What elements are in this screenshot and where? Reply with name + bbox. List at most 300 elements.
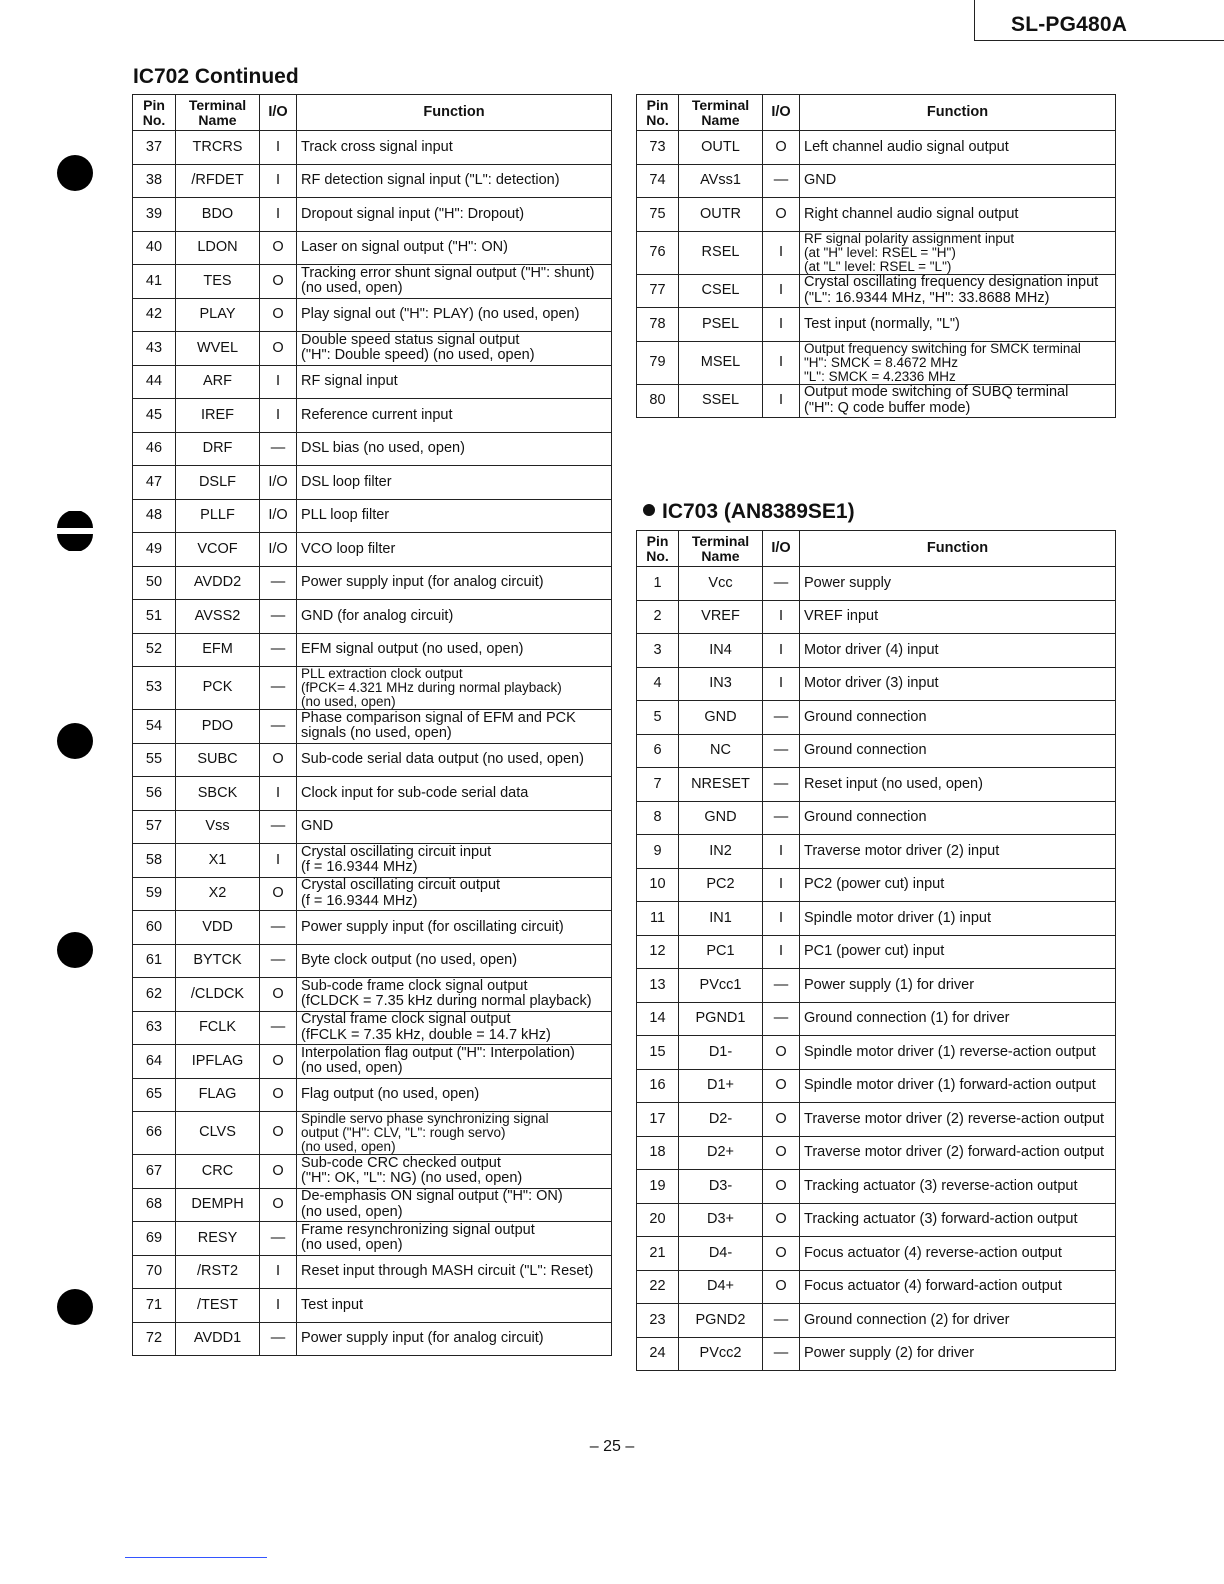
pin-cell: 12	[637, 935, 679, 969]
pin-cell: 2	[637, 600, 679, 634]
function-cell: RF signal input	[297, 365, 612, 399]
io-cell: I	[260, 1289, 297, 1323]
terminal-cell: D3+	[679, 1203, 763, 1237]
pin-cell: 39	[133, 198, 176, 232]
ic702-pin-table	[132, 94, 612, 1356]
pin-cell: 80	[637, 384, 679, 418]
io-cell: I	[763, 384, 800, 418]
model-number: SL-PG480A	[1011, 13, 1128, 36]
function-cell: Dropout signal input ("H": Dropout)	[297, 198, 612, 232]
pin-cell: 50	[133, 566, 176, 600]
pin-cell: 16	[637, 1069, 679, 1103]
function-cell: DSL loop filter	[297, 466, 612, 500]
io-cell: I	[260, 844, 297, 878]
io-cell: I	[260, 198, 297, 232]
table-row	[637, 131, 1116, 165]
pin-cell: 76	[637, 231, 679, 274]
pin-cell: 14	[637, 1002, 679, 1036]
function-cell: Laser on signal output ("H": ON)	[297, 231, 612, 265]
io-cell: O	[260, 1112, 297, 1155]
terminal-cell: TRCRS	[176, 131, 260, 165]
pin-cell: 8	[637, 801, 679, 835]
terminal-cell: TES	[176, 265, 260, 299]
io-cell: —	[260, 810, 297, 844]
io-cell: —	[763, 734, 800, 768]
io-cell: I/O	[260, 466, 297, 500]
pin-cell: 42	[133, 298, 176, 332]
table-row	[637, 274, 1116, 308]
pin-cell: 13	[637, 969, 679, 1003]
function-cell: PC1 (power cut) input	[800, 935, 1116, 969]
io-cell: O	[260, 877, 297, 911]
terminal-cell: OUTR	[679, 198, 763, 232]
pin-cell: 67	[133, 1155, 176, 1189]
table-row	[637, 701, 1116, 735]
punch-hole-icon	[57, 932, 93, 968]
terminal-cell: /CLDCK	[176, 978, 260, 1012]
function-cell: Tracking actuator (3) forward-action output	[800, 1203, 1116, 1237]
terminal-cell: X1	[176, 844, 260, 878]
table-row	[637, 1237, 1116, 1271]
terminal-cell: IREF	[176, 399, 260, 433]
io-cell: —	[763, 801, 800, 835]
pin-cell: 62	[133, 978, 176, 1012]
terminal-cell: PLLF	[176, 499, 260, 533]
terminal-cell: CRC	[176, 1155, 260, 1189]
col-header-function: Function	[800, 95, 1116, 131]
function-cell: Reset input (no used, open)	[800, 768, 1116, 802]
io-cell: O	[763, 1103, 800, 1137]
table-row	[133, 1155, 612, 1189]
pin-cell: 52	[133, 633, 176, 667]
pin-cell: 22	[637, 1270, 679, 1304]
col-header-io: I/O	[260, 95, 297, 131]
function-cell: Ground connection (1) for driver	[800, 1002, 1116, 1036]
function-cell: Test input	[297, 1289, 612, 1323]
table-row	[133, 743, 612, 777]
terminal-cell: BYTCK	[176, 944, 260, 978]
pin-cell: 11	[637, 902, 679, 936]
pin-cell: 53	[133, 667, 176, 710]
footer-rule	[125, 1557, 267, 1558]
function-cell: Spindle motor driver (1) input	[800, 902, 1116, 936]
terminal-cell: IN2	[679, 835, 763, 869]
table-row	[637, 1337, 1116, 1371]
terminal-cell: IN4	[679, 634, 763, 668]
pin-cell: 44	[133, 365, 176, 399]
terminal-cell: PCK	[176, 667, 260, 710]
terminal-cell: AVDD1	[176, 1322, 260, 1356]
pin-cell: 23	[637, 1304, 679, 1338]
table-row	[133, 1222, 612, 1256]
function-cell: GND	[297, 810, 612, 844]
pin-cell: 71	[133, 1289, 176, 1323]
io-cell: —	[763, 701, 800, 735]
table-row	[133, 944, 612, 978]
io-cell: I	[763, 341, 800, 384]
io-cell: I	[763, 231, 800, 274]
function-cell: Traverse motor driver (2) forward-action output	[800, 1136, 1116, 1170]
terminal-cell: DEMPH	[176, 1188, 260, 1222]
function-cell: Output frequency switching for SMCK terminal "H": SMCK = 8.4672 MHz "L": SMCK = 4.2336 MHz	[800, 341, 1116, 384]
terminal-cell: SUBC	[176, 743, 260, 777]
io-cell: O	[763, 1170, 800, 1204]
function-cell: Double speed status signal output ("H": Double speed) (no used, open)	[297, 332, 612, 366]
section-title-ic702: IC702 Continued	[133, 65, 299, 88]
function-cell: PC2 (power cut) input	[800, 868, 1116, 902]
pin-cell: 38	[133, 164, 176, 198]
terminal-cell: LDON	[176, 231, 260, 265]
pin-cell: 55	[133, 743, 176, 777]
pin-cell: 41	[133, 265, 176, 299]
io-cell: —	[260, 911, 297, 945]
table-header-row	[637, 95, 1116, 131]
terminal-cell: NC	[679, 734, 763, 768]
function-cell: Output mode switching of SUBQ terminal ("H": Q code buffer mode)	[800, 384, 1116, 418]
io-cell: —	[260, 432, 297, 466]
ic703-pin-table	[636, 530, 1116, 1371]
pin-cell: 4	[637, 667, 679, 701]
ic702-pin-table-continued	[636, 94, 1116, 418]
io-cell: I/O	[260, 533, 297, 567]
function-cell: Clock input for sub-code serial data	[297, 777, 612, 811]
io-cell: O	[763, 1136, 800, 1170]
pin-cell: 61	[133, 944, 176, 978]
table-row	[133, 432, 612, 466]
pin-cell: 48	[133, 499, 176, 533]
terminal-cell: AVSS2	[176, 600, 260, 634]
pin-cell: 79	[637, 341, 679, 384]
io-cell: —	[763, 1002, 800, 1036]
terminal-cell: BDO	[176, 198, 260, 232]
terminal-cell: PSEL	[679, 308, 763, 342]
table-row	[133, 877, 612, 911]
function-cell: Focus actuator (4) reverse-action output	[800, 1237, 1116, 1271]
terminal-cell: X2	[176, 877, 260, 911]
function-cell: Track cross signal input	[297, 131, 612, 165]
io-cell: I	[260, 365, 297, 399]
table-row	[133, 810, 612, 844]
function-cell: Power supply	[800, 567, 1116, 601]
table-row	[133, 198, 612, 232]
function-cell: Crystal frame clock signal output (fFCLK = 7.35 kHz, double = 14.7 kHz)	[297, 1011, 612, 1045]
table-row	[637, 902, 1116, 936]
page-number: – 25 –	[589, 1438, 635, 1455]
pin-cell: 7	[637, 768, 679, 802]
terminal-cell: IPFLAG	[176, 1045, 260, 1079]
pin-cell: 19	[637, 1170, 679, 1204]
pin-cell: 77	[637, 274, 679, 308]
io-cell: O	[260, 298, 297, 332]
io-cell: O	[260, 978, 297, 1012]
function-cell: PLL loop filter	[297, 499, 612, 533]
terminal-cell: NRESET	[679, 768, 763, 802]
io-cell: I	[763, 274, 800, 308]
pin-cell: 54	[133, 710, 176, 744]
punch-hole-icon	[57, 1289, 93, 1325]
table-row	[637, 801, 1116, 835]
io-cell: I	[763, 868, 800, 902]
terminal-cell: WVEL	[176, 332, 260, 366]
terminal-cell: ARF	[176, 365, 260, 399]
function-cell: Spindle servo phase synchronizing signal output ("H": CLV, "L": rough servo) (no used, open)	[297, 1112, 612, 1155]
pin-cell: 40	[133, 231, 176, 265]
terminal-cell: RESY	[176, 1222, 260, 1256]
terminal-cell: D1-	[679, 1036, 763, 1070]
io-cell: —	[763, 969, 800, 1003]
terminal-cell: GND	[679, 801, 763, 835]
pin-cell: 18	[637, 1136, 679, 1170]
function-cell: Sub-code CRC checked output ("H": OK, "L": NG) (no used, open)	[297, 1155, 612, 1189]
pin-cell: 57	[133, 810, 176, 844]
terminal-cell: AVss1	[679, 164, 763, 198]
function-cell: Interpolation flag output ("H": Interpolation) (no used, open)	[297, 1045, 612, 1079]
section-title-text: IC703 (AN8389SE1)	[662, 500, 855, 523]
pin-cell: 15	[637, 1036, 679, 1070]
table-row	[637, 969, 1116, 1003]
function-cell: Tracking actuator (3) reverse-action output	[800, 1170, 1116, 1204]
function-cell: Byte clock output (no used, open)	[297, 944, 612, 978]
terminal-cell: PLAY	[176, 298, 260, 332]
terminal-cell: D3-	[679, 1170, 763, 1204]
terminal-cell: D2-	[679, 1103, 763, 1137]
punch-hole-icon	[57, 723, 93, 759]
io-cell: O	[260, 265, 297, 299]
function-cell: Traverse motor driver (2) reverse-action output	[800, 1103, 1116, 1137]
terminal-cell: DRF	[176, 432, 260, 466]
pin-cell: 21	[637, 1237, 679, 1271]
function-cell: Left channel audio signal output	[800, 131, 1116, 165]
function-cell: Crystal oscillating circuit output (f = 16.9344 MHz)	[297, 877, 612, 911]
table-row	[133, 231, 612, 265]
io-cell: O	[763, 131, 800, 165]
function-cell: Reference current input	[297, 399, 612, 433]
pin-cell: 3	[637, 634, 679, 668]
pin-cell: 49	[133, 533, 176, 567]
function-cell: Motor driver (4) input	[800, 634, 1116, 668]
terminal-cell: D4-	[679, 1237, 763, 1271]
terminal-cell: DSLF	[176, 466, 260, 500]
terminal-cell: CLVS	[176, 1112, 260, 1155]
table-row	[133, 978, 612, 1012]
pin-cell: 75	[637, 198, 679, 232]
terminal-cell: SSEL	[679, 384, 763, 418]
function-cell: Power supply input (for analog circuit)	[297, 566, 612, 600]
io-cell: —	[763, 768, 800, 802]
table-row	[133, 1322, 612, 1356]
pin-cell: 46	[133, 432, 176, 466]
pin-cell: 60	[133, 911, 176, 945]
function-cell: Test input (normally, "L")	[800, 308, 1116, 342]
terminal-cell: Vss	[176, 810, 260, 844]
table-row	[637, 384, 1116, 418]
function-cell: EFM signal output (no used, open)	[297, 633, 612, 667]
io-cell: I	[763, 935, 800, 969]
io-cell: O	[260, 1045, 297, 1079]
terminal-cell: D2+	[679, 1136, 763, 1170]
table-row	[133, 332, 612, 366]
io-cell: O	[260, 1078, 297, 1112]
table-row	[637, 308, 1116, 342]
pin-cell: 37	[133, 131, 176, 165]
io-cell: O	[763, 198, 800, 232]
function-cell: Power supply (1) for driver	[800, 969, 1116, 1003]
table-row	[637, 198, 1116, 232]
pin-cell: 73	[637, 131, 679, 165]
io-cell: O	[260, 1188, 297, 1222]
col-header-pin: Pin No.	[133, 95, 176, 131]
io-cell: I	[763, 634, 800, 668]
col-header-io: I/O	[763, 95, 800, 131]
col-header-io: I/O	[763, 531, 800, 567]
io-cell: —	[260, 944, 297, 978]
io-cell: I	[763, 600, 800, 634]
io-cell: —	[260, 633, 297, 667]
io-cell: —	[260, 1322, 297, 1356]
table-row	[133, 911, 612, 945]
pin-cell: 69	[133, 1222, 176, 1256]
io-cell: —	[260, 566, 297, 600]
io-cell: I	[763, 308, 800, 342]
table-row	[637, 567, 1116, 601]
table-row	[133, 298, 612, 332]
function-cell: Power supply input (for oscillating circuit)	[297, 911, 612, 945]
function-cell: Ground connection	[800, 701, 1116, 735]
table-row	[133, 600, 612, 634]
terminal-cell: D1+	[679, 1069, 763, 1103]
table-row	[133, 1112, 612, 1155]
function-cell: Power supply (2) for driver	[800, 1337, 1116, 1371]
pin-cell: 17	[637, 1103, 679, 1137]
bullet-icon	[643, 504, 655, 516]
col-header-terminal: Terminal Name	[176, 95, 260, 131]
table-row	[637, 634, 1116, 668]
io-cell: I	[763, 902, 800, 936]
terminal-cell: FLAG	[176, 1078, 260, 1112]
table-row	[637, 868, 1116, 902]
pin-cell: 66	[133, 1112, 176, 1155]
table-row	[637, 1270, 1116, 1304]
table-row	[133, 365, 612, 399]
table-row	[133, 1289, 612, 1323]
punch-hole-split-icon	[55, 511, 95, 551]
function-cell: Crystal oscillating circuit input (f = 16.9344 MHz)	[297, 844, 612, 878]
terminal-cell: OUTL	[679, 131, 763, 165]
function-cell: Traverse motor driver (2) input	[800, 835, 1116, 869]
pin-cell: 64	[133, 1045, 176, 1079]
terminal-cell: VCOF	[176, 533, 260, 567]
table-row	[133, 499, 612, 533]
terminal-cell: VDD	[176, 911, 260, 945]
io-cell: O	[763, 1237, 800, 1271]
pin-cell: 68	[133, 1188, 176, 1222]
table-row	[133, 1188, 612, 1222]
io-cell: O	[763, 1069, 800, 1103]
pin-cell: 10	[637, 868, 679, 902]
pin-cell: 65	[133, 1078, 176, 1112]
function-cell: GND (for analog circuit)	[297, 600, 612, 634]
table-row	[637, 1203, 1116, 1237]
io-cell: O	[260, 743, 297, 777]
io-cell: I	[260, 1255, 297, 1289]
col-header-pin: Pin No.	[637, 531, 679, 567]
table-row	[637, 600, 1116, 634]
io-cell: —	[763, 1337, 800, 1371]
function-cell: Crystal oscillating frequency designation input ("L": 16.9344 MHz, "H": 33.8688 MHz)	[800, 274, 1116, 308]
io-cell: I	[260, 164, 297, 198]
pin-cell: 74	[637, 164, 679, 198]
table-row	[637, 1170, 1116, 1204]
table-row	[637, 768, 1116, 802]
table-row	[637, 1036, 1116, 1070]
function-cell: Sub-code serial data output (no used, open)	[297, 743, 612, 777]
col-header-terminal: Terminal Name	[679, 95, 763, 131]
io-cell: —	[763, 567, 800, 601]
terminal-cell: /TEST	[176, 1289, 260, 1323]
io-cell: O	[260, 1155, 297, 1189]
col-header-function: Function	[297, 95, 612, 131]
table-row	[637, 1002, 1116, 1036]
table-row	[637, 341, 1116, 384]
pin-cell: 59	[133, 877, 176, 911]
function-cell: Phase comparison signal of EFM and PCK signals (no used, open)	[297, 710, 612, 744]
table-row	[637, 935, 1116, 969]
table-row	[637, 164, 1116, 198]
function-cell: Power supply input (for analog circuit)	[297, 1322, 612, 1356]
function-cell: VCO loop filter	[297, 533, 612, 567]
terminal-cell: /RFDET	[176, 164, 260, 198]
table-row	[637, 231, 1116, 274]
terminal-cell: PVcc1	[679, 969, 763, 1003]
terminal-cell: PVcc2	[679, 1337, 763, 1371]
function-cell: Spindle motor driver (1) reverse-action output	[800, 1036, 1116, 1070]
terminal-cell: CSEL	[679, 274, 763, 308]
table-row	[133, 265, 612, 299]
table-row	[133, 710, 612, 744]
terminal-cell: PC1	[679, 935, 763, 969]
io-cell: O	[260, 231, 297, 265]
io-cell: O	[763, 1203, 800, 1237]
function-cell: Focus actuator (4) forward-action output	[800, 1270, 1116, 1304]
table-row	[637, 1136, 1116, 1170]
io-cell: —	[763, 164, 800, 198]
io-cell: I/O	[260, 499, 297, 533]
terminal-cell: IN3	[679, 667, 763, 701]
function-cell: Play signal out ("H": PLAY) (no used, open)	[297, 298, 612, 332]
terminal-cell: D4+	[679, 1270, 763, 1304]
io-cell: I	[260, 777, 297, 811]
io-cell: —	[260, 667, 297, 710]
pin-cell: 5	[637, 701, 679, 735]
col-header-function: Function	[800, 531, 1116, 567]
table-row	[133, 466, 612, 500]
terminal-cell: MSEL	[679, 341, 763, 384]
table-row	[133, 777, 612, 811]
io-cell: —	[763, 1304, 800, 1338]
function-cell: VREF input	[800, 600, 1116, 634]
function-cell: RF signal polarity assignment input (at "H" level: RSEL = "H") (at "L" level: RSEL = "L")	[800, 231, 1116, 274]
pin-cell: 78	[637, 308, 679, 342]
table-row	[637, 734, 1116, 768]
terminal-cell: PGND2	[679, 1304, 763, 1338]
table-row	[637, 835, 1116, 869]
pin-cell: 1	[637, 567, 679, 601]
pin-cell: 24	[637, 1337, 679, 1371]
pin-cell: 20	[637, 1203, 679, 1237]
function-cell: Tracking error shunt signal output ("H": shunt) (no used, open)	[297, 265, 612, 299]
table-row	[637, 1103, 1116, 1137]
table-header-row	[637, 531, 1116, 567]
